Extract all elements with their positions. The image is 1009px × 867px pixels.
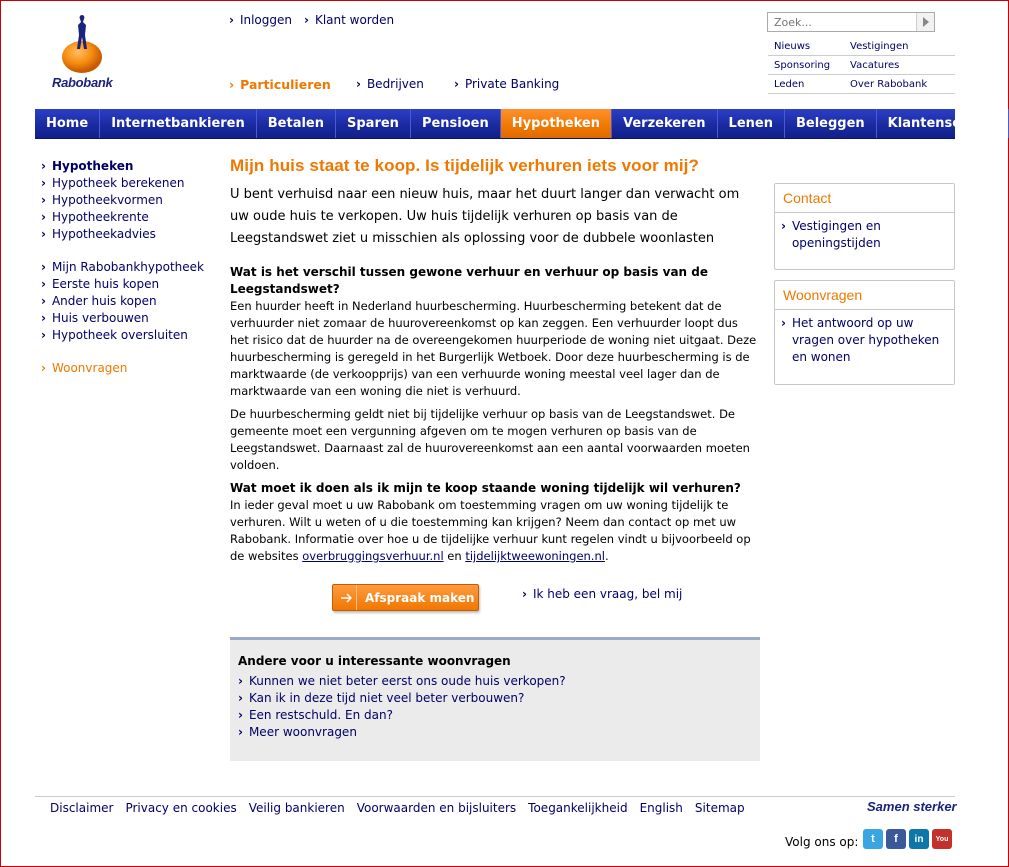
footer-link-toegankelijkheid[interactable]: Toegankelijkheid [528,801,628,815]
call-me-link[interactable]: › Ik heb een vraag, bel mij [522,587,682,601]
paragraph [230,497,760,565]
woonvragen-box-title: Woonvragen [775,281,954,310]
service-link-sponsoring[interactable]: Sponsoring [774,59,831,71]
footer-link-privacy[interactable]: Privacy en cookies [125,801,237,815]
link-tijdelijktweewoningen[interactable]: tijdelijktweewoningen.nl [465,549,605,563]
related-link[interactable]: › Kunnen we niet beter eerst ons oude huis verkopen? [238,673,752,690]
search-box [767,12,935,32]
left-menu-woonvragen[interactable]: › Woonvragen [41,360,221,377]
question-heading: Wat is het verschil tussen gewone verhuur en verhuur op basis van de Leegstandswet? [230,265,708,296]
nav-klantenservice[interactable]: Klantenservice [877,109,1009,138]
left-menu-item[interactable]: › Hypotheekadvies [41,226,221,243]
page-title: Mijn huis staat te koop. Is tijdelijk verhuren iets voor mij? [230,156,699,175]
left-menu-item[interactable]: › Hypotheek oversluiten [41,327,221,344]
left-menu-item[interactable]: › Hypotheekrente [41,209,221,226]
appointment-button[interactable] [332,584,479,611]
slogan: Samen sterker [867,799,957,814]
arrow-right-icon [341,585,357,610]
service-links [768,37,955,94]
nav-verzekeren[interactable]: Verzekeren [612,109,718,138]
left-menu-item[interactable]: › Huis verbouwen [41,310,221,327]
related-title: Andere voor u interessante woonvragen [238,654,511,668]
service-link-vestigingen[interactable]: Vestigingen [850,40,909,52]
linkedin-icon[interactable]: in [909,829,929,849]
contact-box [774,183,955,270]
footer-link-sitemap[interactable]: Sitemap [694,801,745,815]
nav-beleggen[interactable]: Beleggen [785,109,877,138]
contact-box-title: Contact [775,184,954,213]
facebook-icon[interactable]: f [886,829,906,849]
become-client-link[interactable]: › Klant worden [304,13,394,27]
service-link-vacatures[interactable]: Vacatures [850,59,900,71]
nav-internetbankieren[interactable]: Internetbankieren [100,109,257,138]
related-link[interactable]: › Een restschuld. En dan? [238,707,752,724]
nav-home[interactable]: Home [35,109,100,138]
twitter-icon[interactable]: t [863,829,883,849]
related-link[interactable]: › Meer woonvragen [238,724,752,741]
left-menu-item[interactable]: › Hypotheek berekenen [41,175,221,192]
related-link[interactable]: › Kan ik in deze tijd niet veel beter verbouwen? [238,690,752,707]
rabobank-logo[interactable] [49,13,119,93]
nav-sparen[interactable]: Sparen [336,109,411,138]
appointment-button-label: Afspraak maken [365,590,475,605]
left-menu-title[interactable]: › Hypotheken [41,158,221,175]
woonvragen-link[interactable] [775,310,954,374]
nav-lenen[interactable]: Lenen [718,109,785,138]
contact-link-label: Vestigingen en openingstijden [791,219,881,250]
rabobank-logo-icon [59,13,105,75]
service-link-nieuws[interactable]: Nieuws [774,40,811,52]
segment-particulieren[interactable]: › Particulieren [229,77,331,92]
login-link[interactable]: › Inloggen [229,13,292,27]
youtube-icon[interactable]: You [932,829,952,849]
woonvragen-link-label: Het antwoord op uw vragen over hypotheken en wonen [791,316,940,364]
segment-bedrijven[interactable]: › Bedrijven [356,77,424,91]
chevron-right-icon: › [781,219,786,233]
nav-pensioen[interactable]: Pensioen [411,109,501,138]
paragraph: De huurbescherming geldt niet bij tijdelijke verhuur op basis van de Leegstandswet. De gemeente moet een vergunning afgeven om te mogen verhuren op basis van de Leegstandswet. Daarnaast zal de huurovereenkomst aan een aantal voorwaarden moeten voldoen. [230,407,750,472]
question-heading: Wat moet ik doen als ik mijn te koop staande woning tijdelijk wil verhuren? [230,481,741,495]
related-questions [230,637,760,761]
paragraph-text: en [443,549,466,563]
footer-link-english[interactable]: English [639,801,683,815]
footer-divider [35,796,955,797]
footer-link-veilig-bankieren[interactable]: Veilig bankieren [248,801,345,815]
paragraph-text: In ieder geval moet u uw Rabobank om toestemming vragen om uw woning tijdelijk te verhuren. Wilt u weten of u die toestemming kan krijgen? Neem dan contact op met uw Rabobank. Informatie over hoe u de tijdelijke verhuur kunt regelen vindt u bijvoorbeeld op de websites [230,498,751,563]
brand-name: Rabobank [52,75,113,90]
nav-betalen[interactable]: Betalen [257,109,336,138]
search-input[interactable] [768,13,908,31]
chevron-right-icon: › [781,316,786,330]
nav-hypotheken[interactable]: Hypotheken [501,109,612,138]
service-link-over-rabobank[interactable]: Over Rabobank [850,78,928,90]
article-intro: U bent verhuisd naar een nieuw huis, maar het duurt langer dan verwacht om uw oude huis te verkopen. Uw huis tijdelijk verhuren op basis van de Leegstandswet ziet u misschien als oplossing voor de dubbele woonlasten [230,187,740,246]
link-overbruggingsverhuur[interactable]: overbruggingsverhuur.nl [302,549,444,563]
left-menu [41,158,221,377]
service-link-leden[interactable]: Leden [774,78,805,90]
social-links [863,829,952,849]
left-menu-item[interactable]: › Ander huis kopen [41,293,221,310]
left-menu-item[interactable]: › Eerste huis kopen [41,276,221,293]
left-menu-item[interactable]: › Mijn Rabobankhypotheek [41,259,221,276]
main-navigation [35,109,997,139]
follow-us-label: Volg ons op: [785,835,859,849]
woonvragen-box [774,280,955,385]
article [230,156,760,571]
left-menu-item[interactable]: › Hypotheekvormen [41,192,221,209]
segment-private-banking[interactable]: › Private Banking [454,77,559,91]
search-submit-button[interactable] [916,13,934,31]
paragraph: Een huurder heeft in Nederland huurbescherming. Huurbescherming betekent dat de verhuurder niet zomaar de huurovereenkomst op kan zeggen. Een verhuurder loopt dus het risico dat de huurder na de overeengekomen huurperiode de woning niet uitgaat. Deze huurbescherming is geregeld in het Burgerlijk Wetboek. Door deze huurbescherming is de marktwaarde (de verkoopprijs) van een verhuurde woning meestal veel lager dan de marktwaarde van een woning die niet is verhuurd. [230,299,757,398]
footer-link-voorwaarden[interactable]: Voorwaarden en bijsluiters [356,801,517,815]
contact-link[interactable] [775,213,954,260]
footer-link-disclaimer[interactable]: Disclaimer [50,801,114,815]
footer-links [50,801,745,815]
paragraph-text: . [604,549,609,563]
